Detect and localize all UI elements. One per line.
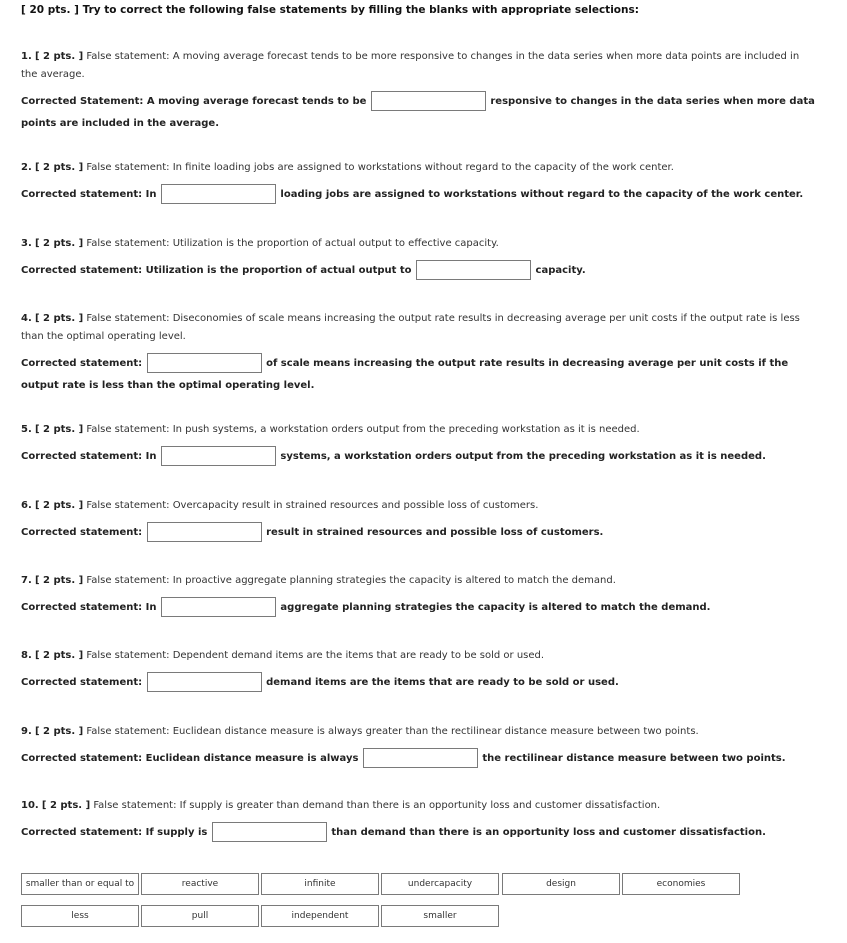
- corrected-suffix: systems, a workstation orders output from the preceding workstation as it is needed.: [280, 451, 766, 462]
- corrected-prefix: Corrected statement: In: [21, 189, 157, 200]
- choice-infinite[interactable]: infinite: [261, 873, 379, 895]
- question-points: [ 2 pts. ]: [34, 650, 84, 661]
- corrected-suffix: the rectilinear distance measure between two points.: [482, 753, 786, 764]
- question-number: 2.: [21, 162, 32, 173]
- question-points: [ 2 pts. ]: [34, 575, 84, 586]
- false-statement: False statement: A moving average forecast tends to be more responsive to changes in the data series when more data points are included in the average.: [21, 51, 800, 80]
- answer-drop-blank[interactable]: [147, 522, 262, 542]
- answer-drop-blank[interactable]: [161, 446, 276, 466]
- answer-drop-blank[interactable]: [212, 822, 327, 842]
- question-4: [21, 310, 816, 397]
- question-5: [21, 421, 816, 468]
- false-statement: False statement: Overcapacity result in strained resources and possible loss of customers.: [86, 500, 539, 511]
- question-10: [21, 797, 816, 844]
- choice-economies[interactable]: economies: [622, 873, 740, 895]
- corrected-prefix: Corrected statement: If supply is: [21, 827, 208, 838]
- question-6: [21, 497, 816, 544]
- question-points: [ 2 pts. ]: [34, 500, 84, 511]
- corrected-prefix: Corrected statement:: [21, 358, 143, 369]
- corrected-suffix: result in strained resources and possible loss of customers.: [266, 527, 604, 538]
- choice-reactive[interactable]: reactive: [141, 873, 259, 895]
- question-2: [21, 159, 816, 206]
- corrected-prefix: Corrected statement: Euclidean distance measure is always: [21, 753, 359, 764]
- answer-drop-blank[interactable]: [416, 260, 531, 280]
- false-statement: False statement: Diseconomies of scale means increasing the output rate results in decreasing average per unit costs if the output rate is less than the optimal operating level.: [21, 313, 800, 342]
- false-statement: False statement: Euclidean distance measure is always greater than the rectilinear distance measure between two points.: [86, 726, 699, 737]
- choice-undercapacity[interactable]: undercapacity: [381, 873, 499, 895]
- choice-independent[interactable]: independent: [261, 905, 379, 927]
- corrected-suffix: aggregate planning strategies the capacity is altered to match the demand.: [280, 602, 711, 613]
- corrected-suffix: capacity.: [535, 265, 586, 276]
- question-8: [21, 647, 816, 694]
- choice-design[interactable]: design: [502, 873, 620, 895]
- question-points: [ 2 pts. ]: [34, 51, 84, 62]
- question-9: [21, 723, 816, 770]
- question-points: [ 2 pts. ]: [34, 238, 84, 249]
- question-points: [ 2 pts. ]: [34, 162, 84, 173]
- question-number: 7.: [21, 575, 32, 586]
- false-statement: False statement: In push systems, a workstation orders output from the preceding workstation as it is needed.: [86, 424, 640, 435]
- question-3: [21, 235, 816, 282]
- question-1: [21, 48, 816, 135]
- corrected-suffix: responsive to changes in the data series when more data points are included in the average.: [21, 96, 815, 129]
- false-statement: False statement: In finite loading jobs are assigned to workstations without regard to the capacity of the work center.: [86, 162, 674, 173]
- false-statement: False statement: If supply is greater than demand than there is an opportunity loss and customer dissatisfaction.: [93, 800, 661, 811]
- answer-drop-blank[interactable]: [161, 597, 276, 617]
- question-number: 6.: [21, 500, 32, 511]
- choice-less[interactable]: less: [21, 905, 139, 927]
- question-number: 1.: [21, 51, 32, 62]
- corrected-suffix: than demand than there is an opportunity loss and customer dissatisfaction.: [331, 827, 766, 838]
- choice-smaller-than-or-equal-to[interactable]: smaller than or equal to: [21, 873, 139, 895]
- answer-drop-blank[interactable]: [363, 748, 478, 768]
- choice-pull[interactable]: pull: [141, 905, 259, 927]
- corrected-suffix: loading jobs are assigned to workstations without regard to the capacity of the work center.: [280, 189, 804, 200]
- corrected-prefix: Corrected Statement: A moving average forecast tends to be: [21, 96, 367, 107]
- question-points: [ 2 pts. ]: [34, 726, 84, 737]
- choice-smaller[interactable]: smaller: [381, 905, 499, 927]
- false-statement: False statement: In proactive aggregate planning strategies the capacity is altered to match the demand.: [86, 575, 616, 586]
- question-number: 8.: [21, 650, 32, 661]
- answer-drop-blank[interactable]: [161, 184, 276, 204]
- false-statement: False statement: Dependent demand items are the items that are ready to be sold or used.: [86, 650, 545, 661]
- question-number: 10.: [21, 800, 39, 811]
- answer-drop-blank[interactable]: [147, 353, 262, 373]
- question-number: 9.: [21, 726, 32, 737]
- false-statement: False statement: Utilization is the proportion of actual output to effective capacity.: [86, 238, 499, 249]
- question-number: 5.: [21, 424, 32, 435]
- answer-drop-blank[interactable]: [147, 672, 262, 692]
- corrected-suffix: demand items are the items that are ready to be sold or used.: [266, 677, 619, 688]
- question-points: [ 2 pts. ]: [34, 313, 84, 324]
- corrected-prefix: Corrected statement:: [21, 527, 143, 538]
- corrected-prefix: Corrected statement: Utilization is the proportion of actual output to: [21, 265, 412, 276]
- page-title: [ 20 pts. ] Try to correct the following false statements by filling the blanks with appropriate selections:: [21, 4, 639, 16]
- question-points: [ 2 pts. ]: [41, 800, 91, 811]
- corrected-prefix: Corrected statement: In: [21, 451, 157, 462]
- question-points: [ 2 pts. ]: [34, 424, 84, 435]
- question-number: 3.: [21, 238, 32, 249]
- answer-drop-blank[interactable]: [371, 91, 486, 111]
- corrected-prefix: Corrected statement: In: [21, 602, 157, 613]
- corrected-prefix: Corrected statement:: [21, 677, 143, 688]
- corrected-suffix: of scale means increasing the output rate results in decreasing average per unit costs if the output rate is less than the optimal operating level.: [21, 358, 789, 391]
- question-number: 4.: [21, 313, 32, 324]
- question-7: [21, 572, 816, 619]
